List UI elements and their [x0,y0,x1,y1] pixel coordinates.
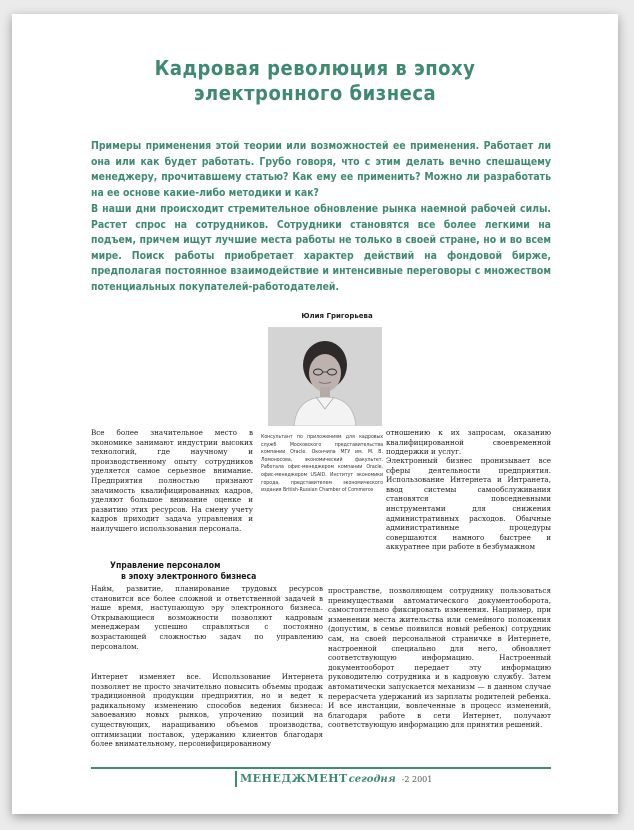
lead-paragraph-1: Примеры применения этой теории или возможностей ее применения. Работает ли она или как будет работать. Грубо говоря, что с этим делать вечно спешащему менеджеру, прочитавшему статью? Как ему ее применить? Можно ли разработать на ее основе какие-либо методики и как? [91,140,551,199]
section-heading-line1: Управление персоналом [110,561,221,571]
footer [240,772,432,785]
lead-paragraph-2: В наши дни происходит стремительное обновление рынка наемной рабочей силы. Растет спрос на сотрудников. Сотрудники становятся все более легкими на подъем, причем ищут лучшие места работы не только в своей стране, но и во всем мире. Поиск работы приобретает характер действий на фондовой бирже, предполагая постоянное взаимодействие и интенсивные переговоры с множеством потенциальных покупателей-работодателей. [91,203,551,293]
body-paragraph: пространстве, позволяющем сотруднику пользоваться преимуществами автоматического документооборота, самостоятельно фиксировать изменения. Например, при изменении места жительства или семейного положения (допустим, в семье появился новый ребенок) сотрудник сам, на своей персональной страничке в Интернете, настроенной специально для него, обновляет соответствующую информацию. Настроенный документооборот передает эту информацию руководителю сотрудника и в кадровую службу. Затем автоматически запускается механизм — в данном случае перерасчета удержаний из зарплаты родителей ребенка. И все инстанции, вовлеченные в процесс изменений, благодаря работе в сети Интернет, получают соответствующую информацию для принятия решений. [328,586,551,730]
author-photo [268,327,382,426]
body-paragraph: Все более значительное место в экономике занимают индустрии высоких технологий, где научному и производственному опыту сотрудников уделяется самое серьезное внимание. Предприятия полностью признают значимость квалифицированных кадров, уделяют большое внимание оценке и развитию этих ресурсов. На смену учету кадров приходит задача управления и наилучшего использования персонала. [91,428,253,533]
article-title-line1: Кадровая революция в эпоху [154,56,476,80]
body-paragraph: Электронный бизнес пронизывает все сферы деятельности предприятия. Использование Интернета и Интранета, ввод системы самообслуживания становятся повседневными инструментами для снижения административных расходов. Обычные административные процедуры совершаются намного быстрее и аккуратнее при работе в безбумажном [386,456,551,552]
footer-rule [91,767,551,769]
body-paragraph: Интернет изменяет все. Использование Интернета позволяет не просто значительно повысить объемы продаж традиционной продукции предприятия, но и ведет к радикальному изменению способов ведения бизнеса: завоеванию новых рынков, упрочению позиций на существующих, наращиванию объемов производства, оптимизации поставок, удержанию клиентов благодаря более внимательному, персонифицированному [91,672,323,749]
article-title-line2: электронного бизнеса [193,81,437,105]
magazine-page [12,14,618,814]
photo-caption: Консультант по приложениям для кадровых служб Московского представительства компании Oracle. Окончила МГУ им. М. В. Ломоносова, экономический факультет. Работала офис-менеджером компании Oracle, офис-менеджером USAID. Институт экономики города, представителем экономического издания British-Russian Chamber of Commerce [261,434,383,494]
issue-number: -2 2001 [401,775,433,784]
section-heading-line2: в эпоху электронного бизнеса [121,572,257,582]
magazine-brand-sub: сегодня [348,774,396,785]
portrait-image [268,327,382,426]
author-name: Юлия Григорьева [301,312,373,320]
body-paragraph: Найм, развитие, планирование трудовых ресурсов становится все более сложной и ответственной задачей в наше время, наступающую эру электронного бизнеса. Открывающиеся возможности позволяют кадровым менеджерам успешно справляться с постоянно возрастающей сложностью задач по управлению персоналом. [91,584,323,651]
footer-divider [235,771,237,787]
magazine-brand: МЕНЕДЖМЕНТ [240,772,348,785]
section-heading [110,561,280,583]
body-paragraph: отношению к их запросам, оказанию квалифицированной своевременной поддержки и услуг. [386,428,551,457]
